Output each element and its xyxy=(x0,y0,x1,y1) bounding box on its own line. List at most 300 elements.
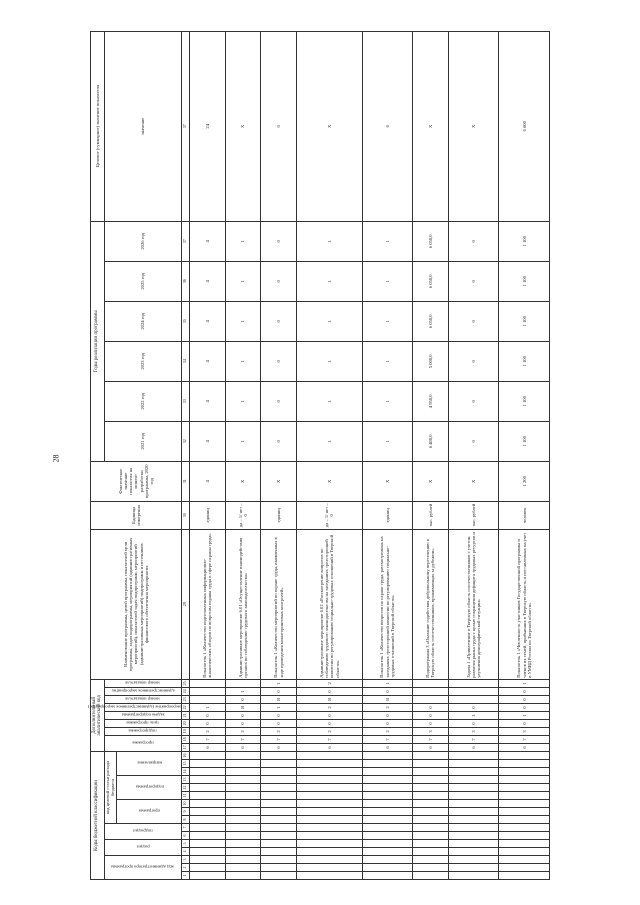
year-value-cell: 0 xyxy=(448,221,499,261)
code-cell: 1 xyxy=(499,679,550,687)
program-sub-header: программа xyxy=(117,800,182,824)
code-cell xyxy=(362,751,413,759)
code-cell xyxy=(261,856,297,864)
code-cell xyxy=(499,751,550,759)
code-cell: 2 xyxy=(362,727,413,735)
code-cell xyxy=(499,760,550,768)
code-cell: 6 xyxy=(296,743,362,751)
code-cell xyxy=(190,695,226,703)
code-cell: 2 xyxy=(296,727,362,735)
table-row xyxy=(190,31,226,879)
subsection-header: подраздел xyxy=(104,824,182,840)
code-cell xyxy=(261,784,297,792)
column-number: 16 xyxy=(182,751,190,759)
table-row xyxy=(499,31,550,879)
year-value-cell: 1 xyxy=(296,341,362,381)
code-cell: 1 xyxy=(448,711,499,719)
code-cell xyxy=(448,695,499,703)
column-number: 22 xyxy=(182,703,190,711)
code-cell xyxy=(225,840,261,848)
code-cell xyxy=(190,800,226,808)
year-2026-header: 2026 год xyxy=(104,221,182,261)
analytic-task-header: задача подпрограммы xyxy=(104,711,182,719)
code-cell xyxy=(296,751,362,759)
code-cell xyxy=(413,760,449,768)
code-cell xyxy=(225,848,261,856)
table-row xyxy=(261,31,297,879)
code-cell xyxy=(499,848,550,856)
unit-cell: единиц xyxy=(261,501,297,529)
year-value-cell: 0 xyxy=(448,301,499,341)
target-value-header: значение xyxy=(104,31,182,221)
code-cell: 0 xyxy=(413,703,449,711)
year-value-cell: 1 xyxy=(225,301,261,341)
code-cell: 7 xyxy=(448,735,499,743)
year-value-cell: 1 xyxy=(296,381,362,421)
code-cell xyxy=(190,840,226,848)
column-number: 10 xyxy=(182,800,190,808)
code-cell xyxy=(362,856,413,864)
year-value-cell: 4 xyxy=(190,381,226,421)
column-number: 25 xyxy=(182,679,190,687)
analytic-goal-header: цель программы xyxy=(104,719,182,727)
code-cell: 1 xyxy=(362,679,413,687)
code-cell xyxy=(362,792,413,800)
code-cell xyxy=(296,768,362,776)
code-cell: 3 xyxy=(448,727,499,735)
code-cell xyxy=(362,848,413,856)
code-cell xyxy=(225,679,261,687)
code-cell xyxy=(448,776,499,784)
code-cell: 0 xyxy=(362,711,413,719)
name-cell: Показатель 1 «Количество подготовленных информационно-аналитических обзоров по вопросам охраны труда в сфере охраны труда» xyxy=(190,529,226,679)
code-cell: 7 xyxy=(190,735,226,743)
code-cell xyxy=(362,840,413,848)
code-cell: 0 xyxy=(296,711,362,719)
code-cell xyxy=(413,864,449,872)
code-cell xyxy=(225,808,261,816)
code-cell: 0 xyxy=(261,687,297,695)
analytic-subprogram-header: подпрограмма xyxy=(104,727,182,735)
year-value-cell: 4 xyxy=(190,301,226,341)
code-cell xyxy=(296,832,362,840)
code-cell: 0 xyxy=(225,711,261,719)
code-cell: 0 xyxy=(190,719,226,727)
unit-cell: человек xyxy=(499,501,550,529)
code-cell: 0 xyxy=(225,719,261,727)
code-cell xyxy=(190,768,226,776)
code-cell: Я xyxy=(225,703,261,711)
year-value-cell: 1 xyxy=(225,381,261,421)
code-cell xyxy=(296,864,362,872)
year-value-cell: 1 100 xyxy=(499,341,550,381)
code-cell xyxy=(261,792,297,800)
code-cell xyxy=(190,792,226,800)
target-value-cell: 0 xyxy=(261,31,297,221)
year-value-cell: 0 xyxy=(261,421,297,461)
code-cell xyxy=(190,856,226,864)
year-value-cell: 6 050,0 xyxy=(413,221,449,261)
year-value-cell: 1 100 xyxy=(499,221,550,261)
code-cell xyxy=(190,808,226,816)
table-row xyxy=(448,31,499,879)
analytic-indicator-number-header: номер показателя xyxy=(104,679,182,687)
code-cell: 2 xyxy=(362,703,413,711)
code-cell xyxy=(190,784,226,792)
column-number: 32 xyxy=(182,421,190,461)
actual-value-cell: Х xyxy=(362,461,413,501)
code-cell xyxy=(261,768,297,776)
code-cell xyxy=(296,760,362,768)
code-cell: 1 xyxy=(261,703,297,711)
code-cell xyxy=(190,816,226,824)
code-cell: 0 xyxy=(296,719,362,727)
code-cell xyxy=(413,824,449,832)
year-value-cell: 1 100 xyxy=(499,261,550,301)
code-cell xyxy=(296,824,362,832)
column-number: 2 xyxy=(182,864,190,872)
code-cell xyxy=(413,687,449,695)
code-cell xyxy=(413,784,449,792)
column-number: 13 xyxy=(182,776,190,784)
code-cell: 0 xyxy=(499,719,550,727)
code-cell xyxy=(190,872,226,880)
code-cell xyxy=(296,792,362,800)
name-cell: Задача 1 «Привлечение в Тверскую область соотечественников с учетом развития рынка труда с целью сокращения дефицита трудовых ресурсов и улучшения демографической ситуации» xyxy=(448,529,499,679)
year-value-cell: 4 xyxy=(190,221,226,261)
code-cell xyxy=(296,872,362,880)
year-value-cell: 4 xyxy=(190,341,226,381)
code-cell xyxy=(448,808,499,816)
year-value-cell: 0 xyxy=(261,301,297,341)
name-header: Наименование программы, целей программы, показателей цели программы, задач подпрограммы, мероприятий (административных мероприятий), показателей задач подпрограмм, мероприятий (административных мероприятий) подпрограмм и источников финансового обеспечения мероприятия xyxy=(91,529,182,679)
code-cell xyxy=(296,856,362,864)
code-cell: 0 xyxy=(225,695,261,703)
year-value-cell: 6 400,0 xyxy=(413,421,449,461)
column-number: 21 xyxy=(182,711,190,719)
code-cell xyxy=(296,816,362,824)
code-cell xyxy=(190,687,226,695)
column-number: 17 xyxy=(182,743,190,751)
code-cell xyxy=(261,776,297,784)
code-cell: 6 xyxy=(190,743,226,751)
code-cell: 7 xyxy=(499,735,550,743)
code-cell xyxy=(499,864,550,872)
code-cell: 0 xyxy=(499,703,550,711)
code-cell xyxy=(362,872,413,880)
code-cell xyxy=(261,824,297,832)
code-cell: 7 xyxy=(362,735,413,743)
code-cell: 7 xyxy=(296,735,362,743)
year-value-cell: 0 xyxy=(448,421,499,461)
year-value-cell: 0 xyxy=(448,341,499,381)
code-cell xyxy=(499,856,550,864)
year-value-cell: 6 050,0 xyxy=(413,301,449,341)
code-cell xyxy=(413,751,449,759)
code-cell xyxy=(225,768,261,776)
code-cell xyxy=(261,872,297,880)
year-2021-header: 2021 год xyxy=(104,421,182,461)
actual-value-cell: Х xyxy=(413,461,449,501)
year-value-cell: 0 xyxy=(261,341,297,381)
column-number: 15 xyxy=(182,760,190,768)
code-cell xyxy=(448,824,499,832)
code-cell: 0 xyxy=(448,719,499,727)
actual-value-cell: 1 200 xyxy=(499,461,550,501)
code-cell xyxy=(190,760,226,768)
code-cell: 6 xyxy=(362,743,413,751)
code-cell xyxy=(448,687,499,695)
code-cell xyxy=(362,808,413,816)
code-cell xyxy=(296,848,362,856)
code-cell xyxy=(499,816,550,824)
code-cell: 0 xyxy=(413,719,449,727)
table-body xyxy=(190,31,550,879)
column-number: 19 xyxy=(182,727,190,735)
code-cell xyxy=(448,872,499,880)
name-cell: Показатель 1 «Количество мероприятий по охране труда, выявленных в ходе проведения мониторинговых контролей» xyxy=(261,529,297,679)
code-cell xyxy=(413,832,449,840)
analytic-program-header: программа xyxy=(104,735,182,751)
year-value-cell: 1 xyxy=(362,261,413,301)
year-value-cell: 1 xyxy=(296,261,362,301)
actual-value-cell: Х xyxy=(225,461,261,501)
code-cell: 2 xyxy=(190,727,226,735)
code-cell: 1 xyxy=(190,703,226,711)
column-number: 31 xyxy=(182,461,190,501)
code-cell xyxy=(362,768,413,776)
table-row xyxy=(225,31,261,879)
code-cell xyxy=(413,679,449,687)
unit-cell: да – 1/ нет – 0 xyxy=(296,501,362,529)
direction-sub-header: направление xyxy=(117,751,182,775)
code-cell xyxy=(261,840,297,848)
code-cell xyxy=(448,840,499,848)
unit-cell: тыс. рублей xyxy=(413,501,449,529)
additional-code-header: Дополнительный аналитический код xyxy=(91,679,105,751)
year-value-cell: 5 000,0 xyxy=(413,341,449,381)
year-value-cell: 1 xyxy=(296,421,362,461)
year-value-cell: 1 100 xyxy=(499,421,550,461)
code-cell xyxy=(225,816,261,824)
code-cell: 0 xyxy=(362,719,413,727)
code-cell xyxy=(413,768,449,776)
table-row xyxy=(413,31,449,879)
code-cell xyxy=(362,864,413,872)
year-value-cell: 1 xyxy=(225,261,261,301)
code-cell xyxy=(413,848,449,856)
year-2024-header: 2024 год xyxy=(104,301,182,341)
code-cell xyxy=(225,784,261,792)
column-number: 14 xyxy=(182,768,190,776)
column-number: 23 xyxy=(182,695,190,703)
code-cell xyxy=(413,872,449,880)
code-cell: 6 xyxy=(225,743,261,751)
code-cell xyxy=(448,856,499,864)
code-cell xyxy=(448,792,499,800)
year-value-cell: 4 xyxy=(190,421,226,461)
column-number: 5 xyxy=(182,840,190,848)
column-number: 7 xyxy=(182,824,190,832)
target-value-cell: Х xyxy=(296,31,362,221)
code-cell xyxy=(225,824,261,832)
column-number: 12 xyxy=(182,784,190,792)
code-cell xyxy=(296,808,362,816)
code-cell xyxy=(499,824,550,832)
code-cell xyxy=(413,840,449,848)
code-cell xyxy=(499,832,550,840)
code-cell: 3 xyxy=(499,727,550,735)
code-cell: 6 xyxy=(413,743,449,751)
column-number: 8 xyxy=(182,816,190,824)
code-cell xyxy=(448,848,499,856)
code-cell: 0 xyxy=(413,711,449,719)
code-cell xyxy=(499,872,550,880)
target-value-cell: Х xyxy=(225,31,261,221)
year-value-cell: 1 xyxy=(296,301,362,341)
unit-cell: тыс. рублей xyxy=(448,501,499,529)
column-number: 4 xyxy=(182,848,190,856)
actual-value-cell: Х xyxy=(261,461,297,501)
code-cell xyxy=(190,824,226,832)
column-number: 34 xyxy=(182,341,190,381)
analytic-event-header: мероприятие (административное мероприятие) xyxy=(88,705,181,711)
column-numbers-row xyxy=(182,31,190,879)
code-cell: 0 xyxy=(499,687,550,695)
subprogram-sub-header: подпрограмма xyxy=(117,776,182,800)
name-cell: Административное мероприятие 6.02 «Рассмотрение вопросов по соблюдению трудового законодательства на заседаниях трехсторонней комиссии по регулированию социально-трудовых отношений в Тверской области» xyxy=(296,529,362,679)
code-cell: 6 xyxy=(261,743,297,751)
year-2022-header: 2022 год xyxy=(104,381,182,421)
code-cell xyxy=(499,784,550,792)
year-value-cell: 1 100 xyxy=(499,381,550,421)
code-cell xyxy=(190,832,226,840)
code-cell xyxy=(499,776,550,784)
code-cell xyxy=(261,864,297,872)
column-number: 18 xyxy=(182,735,190,743)
code-cell xyxy=(448,800,499,808)
name-cell: Показатель 1 «Количество вопросов по охране труда, рассмотренных на заседаниях трехсторонней комиссии по регулированию социально-трудовых отношений в Тверской области» xyxy=(362,529,413,679)
year-value-cell: 0 xyxy=(448,381,499,421)
code-cell xyxy=(362,832,413,840)
code-cell xyxy=(362,784,413,792)
code-cell xyxy=(261,816,297,824)
unit-cell: единиц xyxy=(190,501,226,529)
program-indicators-table xyxy=(90,31,550,880)
code-cell xyxy=(296,776,362,784)
year-value-cell: 1 xyxy=(225,221,261,261)
code-cell xyxy=(261,848,297,856)
code-cell xyxy=(413,816,449,824)
code-cell xyxy=(448,816,499,824)
year-value-cell: 1 xyxy=(362,301,413,341)
column-number: 24 xyxy=(182,687,190,695)
code-cell xyxy=(448,760,499,768)
code-cell xyxy=(499,840,550,848)
column-number: 20 xyxy=(182,719,190,727)
year-value-cell: 1 xyxy=(225,341,261,381)
column-number: 28 xyxy=(182,529,190,679)
code-cell: 1 xyxy=(225,687,261,695)
code-cell xyxy=(296,800,362,808)
code-cell xyxy=(413,808,449,816)
rotated-table-container xyxy=(90,32,550,880)
code-cell xyxy=(190,679,226,687)
column-number: 33 xyxy=(182,381,190,421)
target-value-cell: 6 600 xyxy=(499,31,550,221)
target-header: Целевое (суммарное) значение показателя xyxy=(91,31,105,221)
year-value-cell: 1 xyxy=(362,221,413,261)
code-cell xyxy=(225,776,261,784)
target-value-cell: Х xyxy=(413,31,449,221)
code-cell: 1 xyxy=(499,711,550,719)
column-number: 9 xyxy=(182,808,190,816)
year-value-cell: 6 050,0 xyxy=(413,261,449,301)
code-cell xyxy=(362,824,413,832)
code-cell xyxy=(413,776,449,784)
code-cell: 1 xyxy=(261,679,297,687)
code-cell: 6 xyxy=(448,743,499,751)
actual-value-cell: Х xyxy=(448,461,499,501)
code-cell xyxy=(448,679,499,687)
code-cell xyxy=(261,760,297,768)
target-code-header: код целевой статьи расхода бюджета xyxy=(104,751,117,823)
column-number: 11 xyxy=(182,792,190,800)
code-cell xyxy=(225,856,261,864)
code-cell xyxy=(362,800,413,808)
code-cell: 0 xyxy=(499,695,550,703)
year-value-cell: 1 xyxy=(362,421,413,461)
year-value-cell: 1 xyxy=(362,341,413,381)
year-2025-header: 2025 год xyxy=(104,261,182,301)
code-cell: 7 xyxy=(413,735,449,743)
column-number: 37 xyxy=(182,31,190,221)
code-cell: 2 xyxy=(225,727,261,735)
code-cell: 2 xyxy=(296,703,362,711)
code-cell xyxy=(190,776,226,784)
column-number: 35 xyxy=(182,301,190,341)
code-cell xyxy=(261,832,297,840)
year-value-cell: 1 100 xyxy=(499,301,550,341)
analytic-indicator-header: номер показателя xyxy=(104,695,182,703)
code-cell xyxy=(362,760,413,768)
code-cell xyxy=(261,800,297,808)
table-row xyxy=(362,31,413,879)
column-number: 3 xyxy=(182,856,190,864)
code-cell: Я xyxy=(296,695,362,703)
code-cell xyxy=(190,751,226,759)
unit-cell: да – 1/ нет – 0 xyxy=(225,501,261,529)
table-row xyxy=(296,31,362,879)
years-header: Годы реализации программы xyxy=(91,221,105,461)
code-cell xyxy=(190,848,226,856)
unit-cell: единиц xyxy=(362,501,413,529)
code-cell xyxy=(499,808,550,816)
code-cell: 0 xyxy=(362,687,413,695)
unit-header: Единица измерения xyxy=(91,501,182,529)
year-value-cell: 0 xyxy=(261,261,297,301)
code-cell: 3 xyxy=(413,727,449,735)
code-cell: 0 xyxy=(261,711,297,719)
code-cell: 7 xyxy=(261,735,297,743)
actual-value-cell: Х xyxy=(296,461,362,501)
year-value-cell: 0 xyxy=(448,261,499,301)
code-cell xyxy=(362,776,413,784)
name-cell: Подпрограмма 3 «Оказание содействия добровольному переселению в Тверскую область соотечественников, проживающих за рубежом» xyxy=(413,529,449,679)
code-cell xyxy=(413,856,449,864)
year-value-cell: 4 950,0 xyxy=(413,381,449,421)
code-cell xyxy=(448,784,499,792)
